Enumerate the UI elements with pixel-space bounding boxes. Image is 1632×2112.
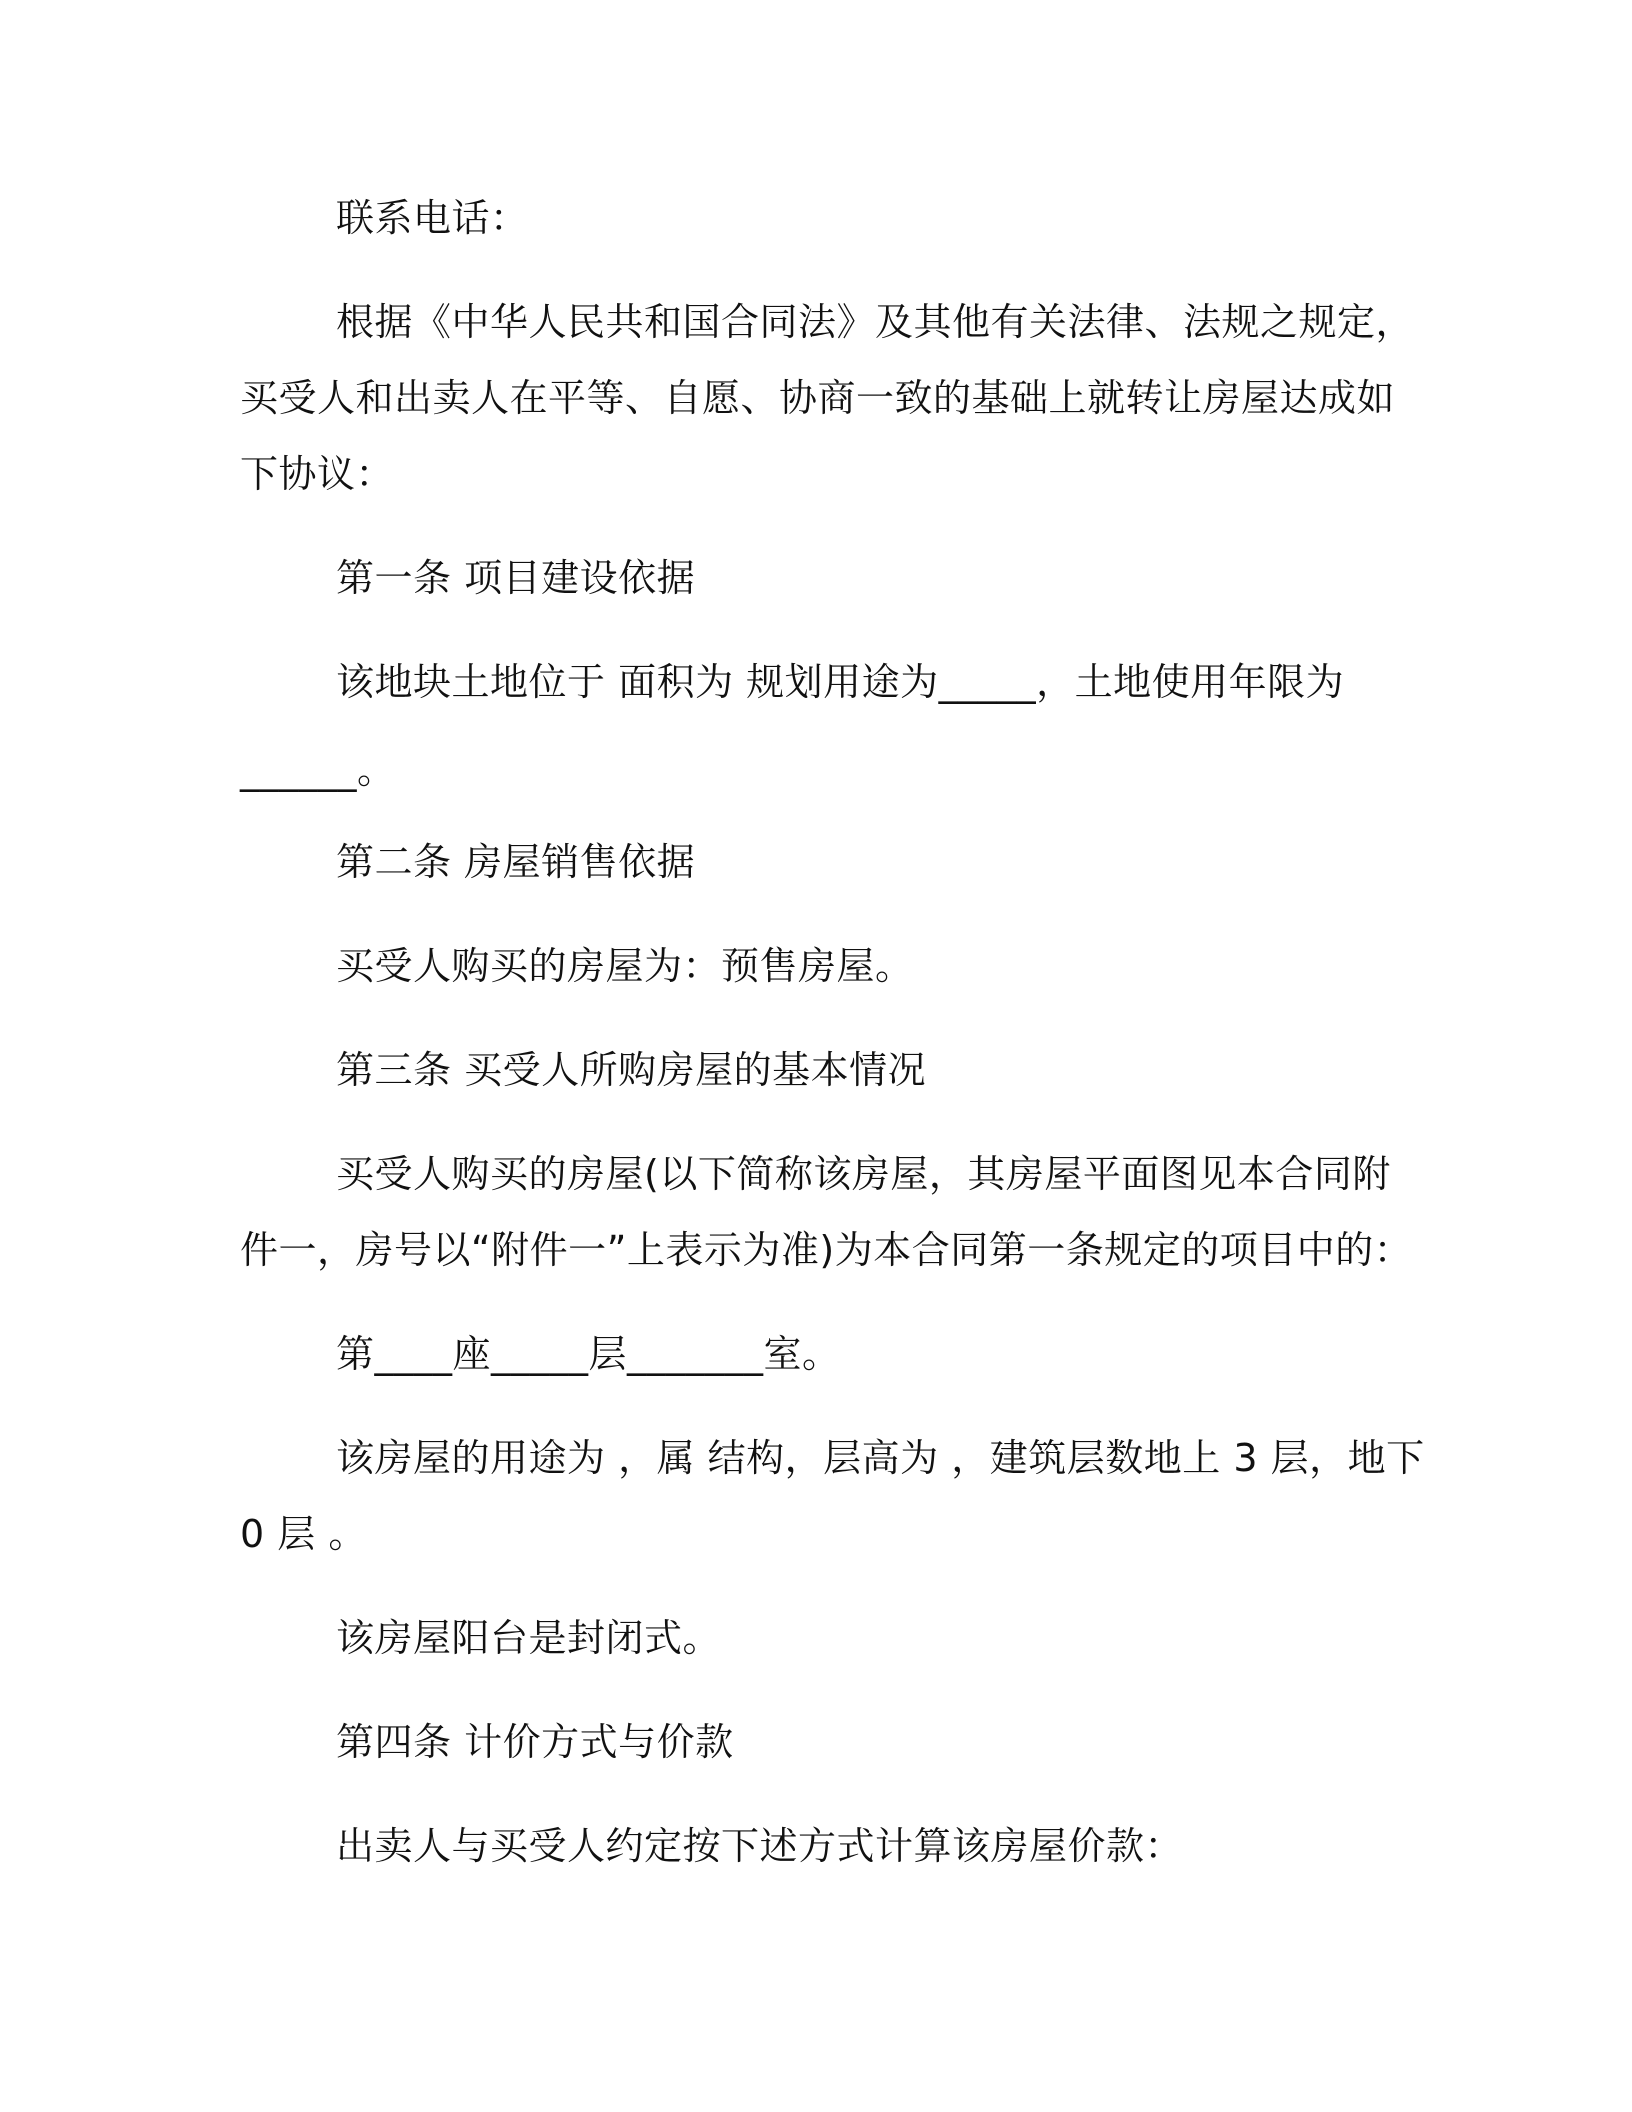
article-2-heading: 第二条 房屋销售依据 (336, 840, 696, 884)
preamble-line-2: 买受人和出卖人在平等、自愿、协商一致的基础上就转让房屋达成如 (240, 376, 1396, 420)
article-1-line-1: 该地块土地位于 面积为 规划用途为_____，土地使用年限为 (336, 660, 1345, 704)
contact-phone-label: 联系电话： (336, 196, 529, 240)
article-3-heading: 第三条 买受人所购房屋的基本情况 (336, 1048, 927, 1092)
article-1-line-2: ______。 (240, 748, 396, 792)
article-3-line-1: 买受人购买的房屋(以下简称该房屋，其房屋平面图见本合同附 (336, 1152, 1391, 1196)
article-2-body: 买受人购买的房屋为：预售房屋。 (336, 944, 914, 988)
article-3-usage-line-2: 0 层 。 (240, 1512, 367, 1556)
article-3-balcony: 该房屋阳台是封闭式。 (336, 1616, 722, 1660)
article-3-usage-line-1: 该房屋的用途为 ，属 结构，层高为 ，建筑层数地上 3 层，地下 (336, 1436, 1425, 1480)
article-1-heading: 第一条 项目建设依据 (336, 556, 696, 600)
article-3-line-2: 件一，房号以“附件一”上表示为准)为本合同第一条规定的项目中的： (240, 1228, 1413, 1272)
article-4-heading: 第四条 计价方式与价款 (336, 1720, 734, 1764)
article-4-body: 出卖人与买受人约定按下述方式计算该房屋价款： (336, 1824, 1184, 1868)
article-3-room-number: 第____座_____层_______室。 (336, 1332, 841, 1376)
preamble-line-1: 根据《中华人民共和国合同法》及其他有关法律、法规之规定， (336, 300, 1415, 344)
preamble-line-3: 下协议： (240, 452, 395, 496)
